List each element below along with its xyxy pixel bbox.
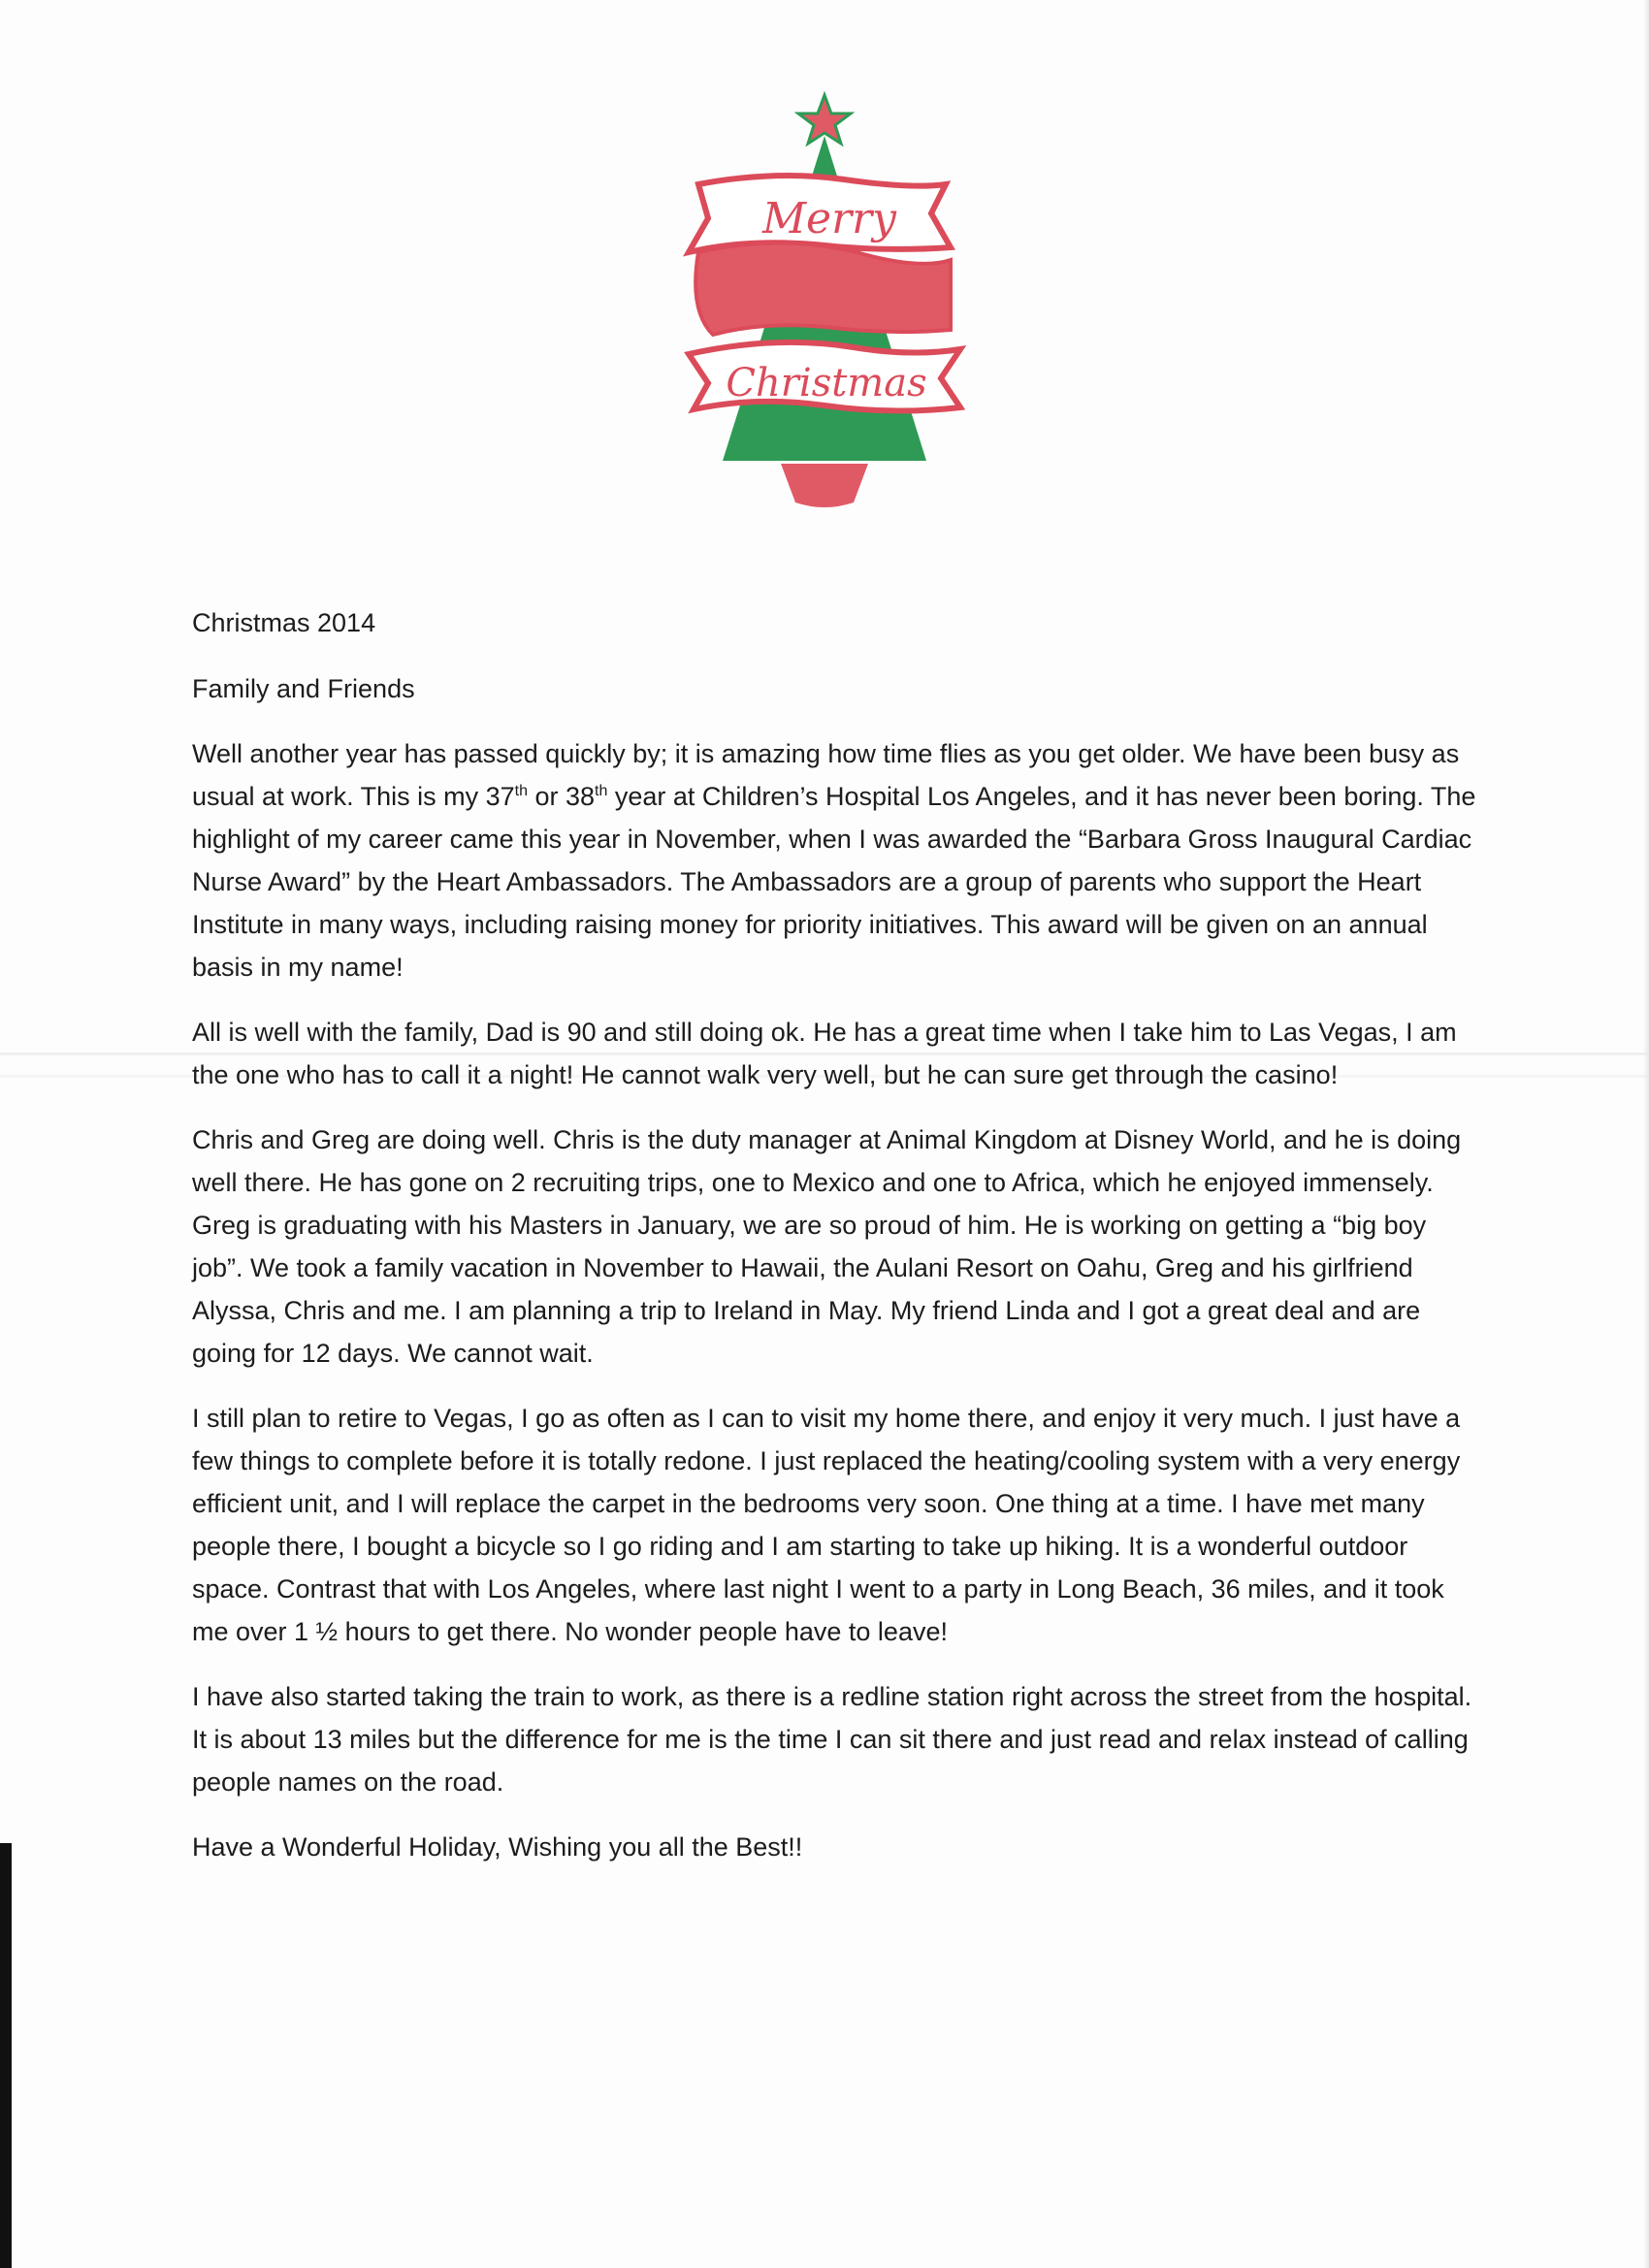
- letter-date: Christmas 2014: [192, 608, 376, 637]
- scan-edge-shadow: [0, 1843, 12, 2268]
- paragraph-text: year at Children’s Hospital Los Angeles, and it has never been boring. The highlight of my career came this year in November, when I was awarded the “Barbara Gross Inaugural Cardiac Nurse Award” by the Heart Ambassadors. The Ambassadors are a group of parents who support the Heart Institute in many ways, including raising money for priority initiatives. This award will be given on an annual basis in my name!: [192, 782, 1476, 982]
- letter-paragraph-work: [192, 732, 1482, 988]
- ribbon-middle-icon: [695, 243, 951, 335]
- scan-edge-shadow: [1643, 0, 1649, 2268]
- logo-merry-text: Merry: [761, 194, 897, 243]
- letter-body: [192, 601, 1482, 1891]
- ordinal-suffix: th: [595, 783, 608, 799]
- letter-salutation: Family and Friends: [192, 674, 415, 703]
- paragraph-text: Well another year has passed quickly by; it is amazing how time flies as you get older. We have been busy as usual at work. This is my 37: [192, 739, 1460, 811]
- letter-paragraph-family: All is well with the family, Dad is 90 and still doing ok. He has a great time when I take him to Las Vegas, I am the one who has to call it a night! He cannot walk very well, but he can sure get through the casino!: [192, 1018, 1457, 1089]
- letter-paragraph-train: I have also started taking the train to work, as there is a redline station right across the street from the hospital. It is about 13 miles but the difference for me is the time I can sit there and just read and relax instead of calling people names on the road.: [192, 1682, 1472, 1797]
- letter-paragraph-vegas: I still plan to retire to Vegas, I go as often as I can to visit my home there, and enjoy it very much. I just have a few things to complete before it is totally redone. I just replaced the heating/cooling system with a very energy efficient unit, and I will replace the carpet in the bedrooms very soon. One thing at a time. I have met many people there, I bought a bicycle so I go riding and I am starting to take up hiking. It is a wonderful outdoor space. Contrast that with Los Angeles, where last night I went to a party in Long Beach, 36 miles, and it took me over 1 ½ hours to get there. No wonder people have to leave!: [192, 1404, 1461, 1646]
- tree-pot-icon: [781, 464, 868, 507]
- letter-paragraph-sons: Chris and Greg are doing well. Chris is the duty manager at Animal Kingdom at Disney World, and he is doing well there. He has gone on 2 recruiting trips, one to Mexico and one to Africa, which he enjoyed immensely. Greg is graduating with his Masters in January, we are so proud of him. He is working on getting a “big boy job”. We took a family vacation in November to Hawaii, the Aulani Resort on Oahu, Greg and his girlfriend Alyssa, Chris and me. I am planning a trip to Ireland in May. My friend Linda and I got a great deal and are going for 12 days. We cannot wait.: [192, 1125, 1462, 1368]
- ordinal-suffix: th: [514, 783, 528, 799]
- merry-christmas-tree-logo: [669, 87, 980, 514]
- paragraph-text: or 38: [527, 782, 596, 811]
- logo-christmas-text: Christmas: [726, 361, 927, 405]
- letter-closing: Have a Wonderful Holiday, Wishing you all the Best!!: [192, 1832, 803, 1862]
